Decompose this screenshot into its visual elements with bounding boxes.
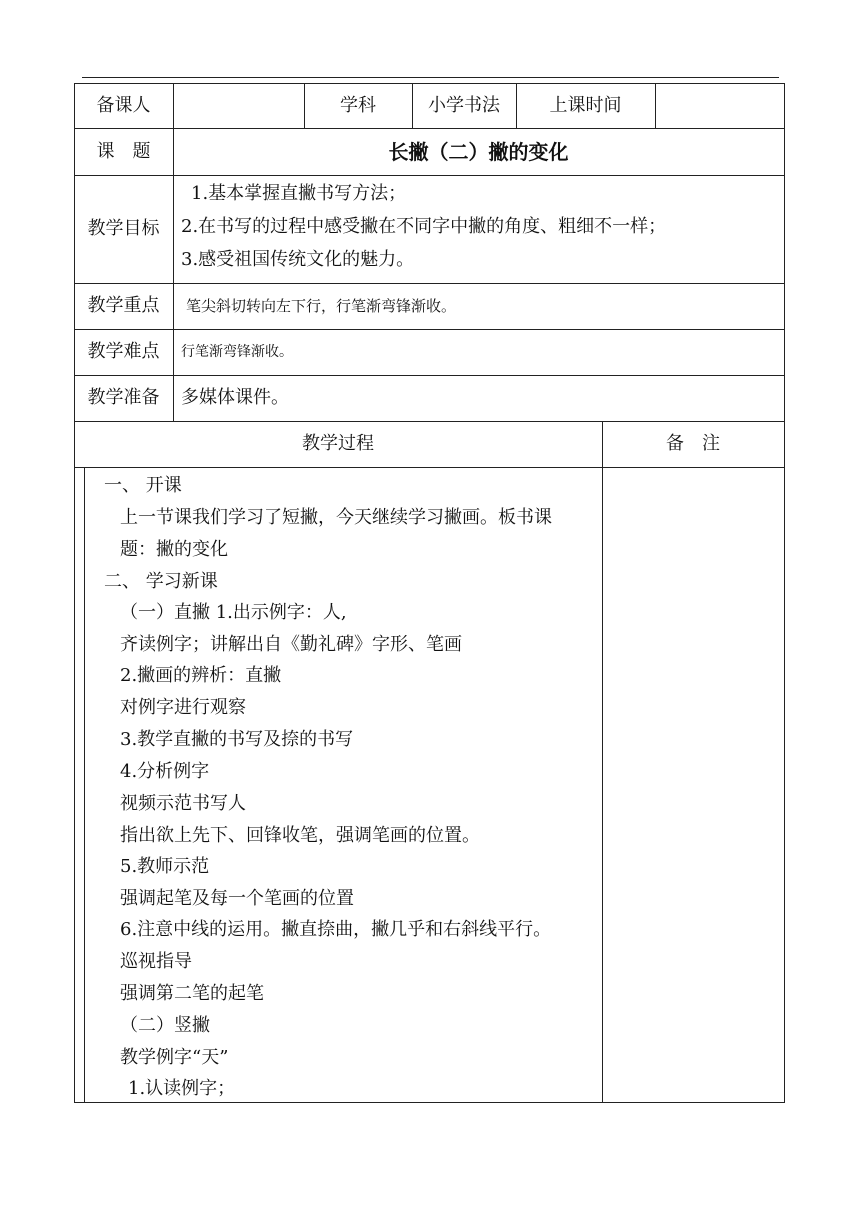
preparer-label: 备课人 — [96, 95, 151, 116]
process-line: 4.分析例字 — [120, 761, 210, 782]
process-line: （一）直撇 1.出示例字：人, — [120, 602, 347, 623]
process-line: 齐读例字；讲解出自《勤礼碑》字形、笔画 — [120, 634, 462, 655]
goal-item: 2.在书写的过程中感受撇在不同字中撇的角度、粗细不一样； — [181, 216, 667, 237]
process-line: 一、 开课 — [104, 475, 182, 496]
key-points-value: 笔尖斜切转向左下行，行笔渐弯锋渐收。 — [186, 296, 457, 315]
process-line: 教学例字“天” — [120, 1047, 229, 1068]
topic-title: 长撇（二）撇的变化 — [388, 139, 569, 164]
process-line: 强调起笔及每一个笔画的位置 — [120, 888, 354, 909]
process-line: 5.教师示范 — [120, 856, 210, 877]
subject-value: 小学书法 — [428, 95, 500, 116]
goal-item: 1.基本掌握直撇书写方法； — [191, 183, 407, 204]
time-value — [655, 83, 784, 129]
subject-label: 学科 — [340, 95, 376, 116]
page-header-rule — [82, 77, 779, 78]
difficulties-value: 行笔渐弯锋渐收。 — [181, 344, 293, 360]
process-line: 题：撇的变化 — [120, 539, 228, 560]
goals-label: 教学目标 — [87, 218, 160, 239]
preparer-value — [173, 83, 304, 129]
topic-label: 课 题 — [96, 140, 151, 162]
process-line: 1.认读例字； — [128, 1078, 236, 1099]
process-line: 上一节课我们学习了短撇，今天继续学习撇画。板书课 — [120, 507, 552, 528]
process-line: 6.注意中线的运用。撇直捺曲，撇几乎和右斜线平行。 — [120, 919, 552, 940]
process-line: 指出欲上先下、回锋收笔，强调笔画的位置。 — [120, 825, 480, 846]
process-line: 强调第二笔的起笔 — [120, 983, 264, 1004]
process-line: 3.教学直撇的书写及捺的书写 — [120, 729, 354, 750]
process-line: 2.撇画的辨析：直撇 — [120, 665, 282, 686]
difficulties-label: 教学难点 — [87, 341, 160, 362]
process-header: 教学过程 — [302, 433, 374, 454]
process-line: 视频示范书写人 — [120, 793, 246, 814]
process-line: 对例字进行观察 — [120, 697, 246, 718]
preparation-label: 教学准备 — [87, 387, 160, 408]
preparation-value: 多媒体课件。 — [181, 387, 289, 408]
notes-header: 备 注 — [666, 433, 720, 454]
time-label: 上课时间 — [549, 95, 622, 116]
key-points-label: 教学重点 — [87, 295, 160, 316]
process-line: 二、 学习新课 — [104, 571, 218, 592]
process-line: （二）竖撇 — [120, 1015, 210, 1036]
process-line: 巡视指导 — [120, 951, 192, 972]
goal-item: 3.感受祖国传统文化的魅力。 — [181, 249, 415, 270]
